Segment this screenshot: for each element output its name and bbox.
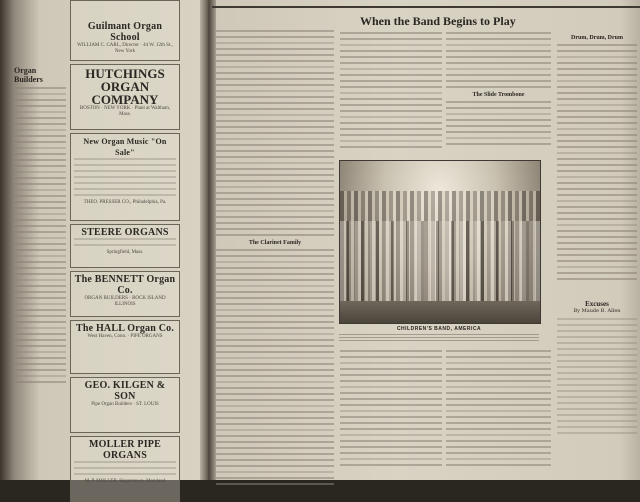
poem-author: By Maude B. Allen [573,308,621,314]
article-column-2-lower [340,350,442,480]
ad-bennett-title: The BENNETT Organ Co. [74,274,176,296]
subhead-drum: Drum, Drum, Drum [571,35,623,41]
right-page [212,0,640,480]
article-title: When the Band Begins to Play [360,14,516,28]
ad-bennett-body: ORGAN BUILDERS · ROCK ISLAND ILLINOIS [84,296,166,307]
ad-hutchings-title: HUTCHINGS ORGAN COMPANY [85,66,165,107]
article-column-1 [216,30,334,480]
subhead-trombone: The Slide Trombone [472,92,525,98]
poem-heading: Excuses [585,300,609,308]
subhead-clarinet: The Clarinet Family [248,240,302,246]
ad-steere-body: Springfield, Mass. [106,250,144,255]
article-column-3 [446,32,551,157]
childrens-band-photo [339,160,541,324]
photo-floor [340,301,540,323]
ad-guilmant [70,0,180,61]
ad-steere [70,224,180,268]
ad-new-organ-music-title: New Organ Music "On Sale" [83,137,167,157]
ad-new-organ-music [70,133,180,221]
article-column-2 [340,32,442,157]
ad-hall [70,320,180,374]
advertisements-column [70,0,180,484]
photo-front-row [340,221,540,301]
ad-hall-body: West Haven, Conn. · PIPE ORGANS [87,334,163,339]
left-section-heading: Organ Builders [14,66,43,84]
ad-moller [70,436,180,502]
ad-steere-title: STEERE ORGANS [81,227,169,238]
ad-hall-title: The HALL Organ Co. [75,323,175,334]
ad-kilgen-title: GEO. KILGEN & SON [84,380,166,402]
poem-excuses [557,300,637,438]
ad-bennett [70,271,180,317]
ad-guilmant-title: Guilmant Organ School [87,21,163,43]
ad-kilgen [70,377,180,433]
article-column-3-lower [446,350,551,480]
ad-kilgen-body: Pipe Organ Builders · ST. LOUIS [91,402,159,407]
left-page [0,0,205,484]
ad-guilmant-body: WILLIAM C. CARL, Director · 44 W. 12th St., New York [77,43,173,54]
ad-hutchings [70,64,180,130]
ad-moller-body: M. P. MOLLER, Hagerstown, Maryland [84,479,166,484]
ad-moller-title: MOLLER PIPE ORGANS [89,439,161,461]
caption-title: CHILDREN'S BAND, AMERICA [396,326,482,332]
article-column-4 [557,32,637,292]
header-rule [212,6,640,8]
left-article-column [14,60,66,480]
ad-hutchings-body: BOSTON · NEW YORK · Plant at Waltham, Mass. [79,106,171,117]
ad-new-organ-music-body: THEO. PRESSER CO., Philadelphia, Pa. [83,200,167,205]
photo-caption [339,326,539,343]
